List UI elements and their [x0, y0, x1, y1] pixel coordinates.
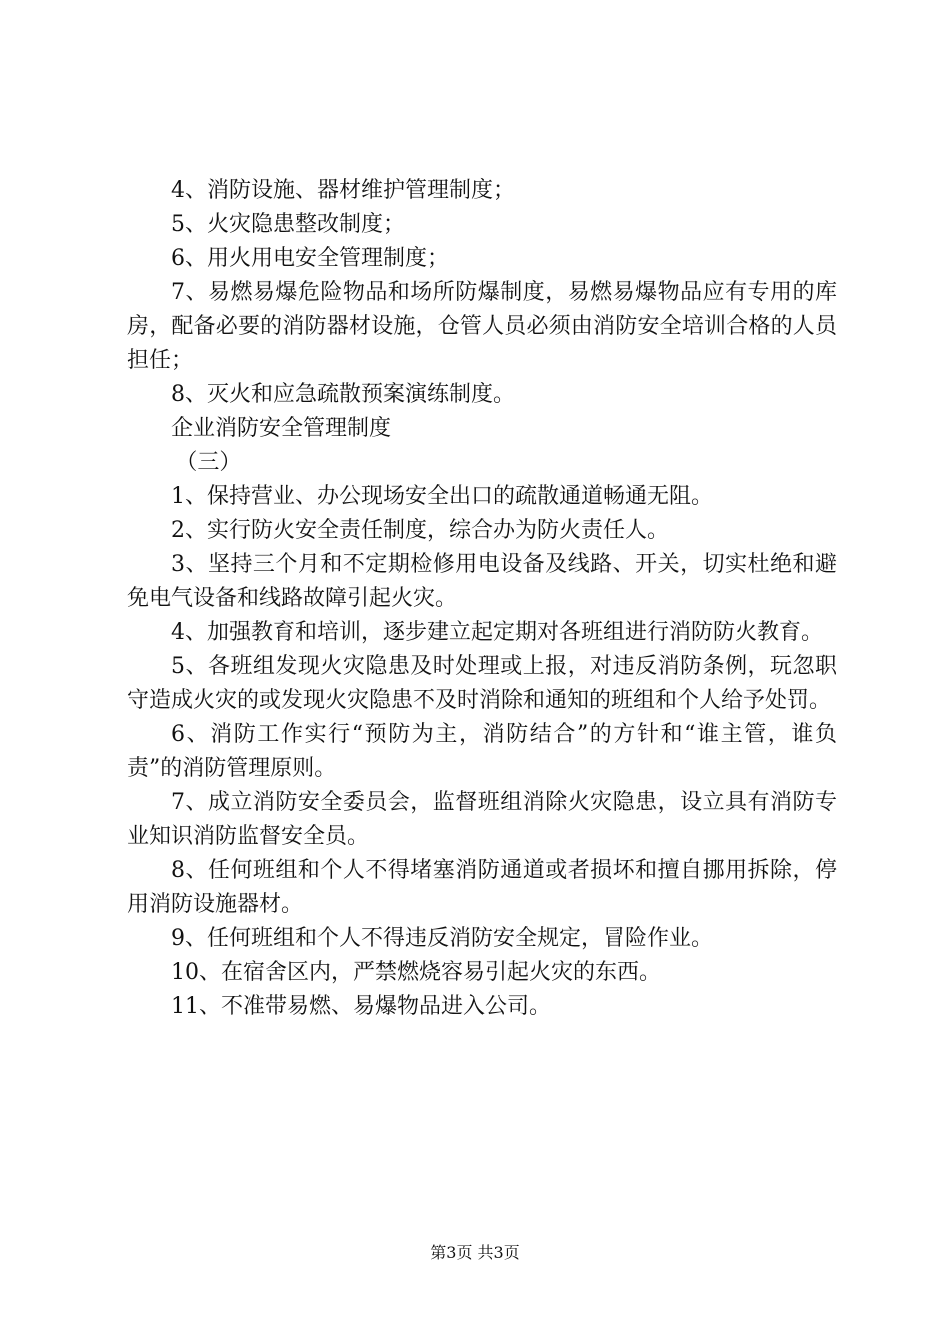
paragraph-rule-10: 10、在宿舍区内，严禁燃烧容易引起火灾的东西。: [171, 960, 661, 985]
paragraph-rule-6: 6、消防工作实行“预防为主，消防结合”的方针和“谁主管，谁负责”的消防管理原则。: [127, 722, 837, 781]
paragraph-rule-2: 2、实行防火安全责任制度，综合办为防火责任人。: [171, 518, 669, 543]
section-subheading: （三）: [175, 450, 242, 475]
document-body: [127, 174, 837, 1024]
paragraph-rule-4: 4、加强教育和培训，逐步建立起定期对各班组进行消防防火教育。: [171, 620, 823, 645]
paragraph-rule-8: 8、任何班组和个人不得堵塞消防通道或者损坏和擅自挪用拆除，停用消防设施器材。: [127, 858, 837, 917]
paragraph-rule-11: 11、不准带易燃、易爆物品进入公司。: [171, 994, 551, 1019]
paragraph-item-8-evacuation-drill: 8、灭火和应急疏散预案演练制度。: [171, 382, 515, 407]
paragraph-item-6-fire-electric-safety: 6、用火用电安全管理制度；: [171, 246, 449, 271]
paragraph-item-7-explosion-proof: 7、易燃易爆危险物品和场所防爆制度，易燃易爆物品应有专用的库房，配备必要的消防器材设施，仓管人员必须由消防安全培训合格的人员担任；: [127, 280, 837, 373]
paragraph-item-4-maintenance: 4、消防设施、器材维护管理制度；: [171, 178, 515, 203]
section-heading: 企业消防安全管理制度: [171, 416, 392, 441]
paragraph-rule-1: 1、保持营业、办公现场安全出口的疏散通道畅通无阻。: [171, 484, 713, 509]
paragraph-rule-5: 5、各班组发现火灾隐患及时处理或上报，对违反消防条例，玩忽职守造成火灾的或发现火灾隐患不及时消除和通知的班组和个人给予处罚。: [127, 654, 837, 713]
paragraph-rule-7: 7、成立消防安全委员会，监督班组消除火灾隐患，设立具有消防专业知识消防监督安全员。: [127, 790, 837, 849]
paragraph-rule-9: 9、任何班组和个人不得违反消防安全规定，冒险作业。: [171, 926, 713, 951]
paragraph-rule-3: 3、坚持三个月和不定期检修用电设备及线路、开关，切实杜绝和避免电气设备和线路故障引起火灾。: [127, 552, 837, 611]
paragraph-item-5-hazard-rectification: 5、火灾隐患整改制度；: [171, 212, 405, 237]
page-number-footer: 第3页 共3页: [430, 1243, 520, 1262]
